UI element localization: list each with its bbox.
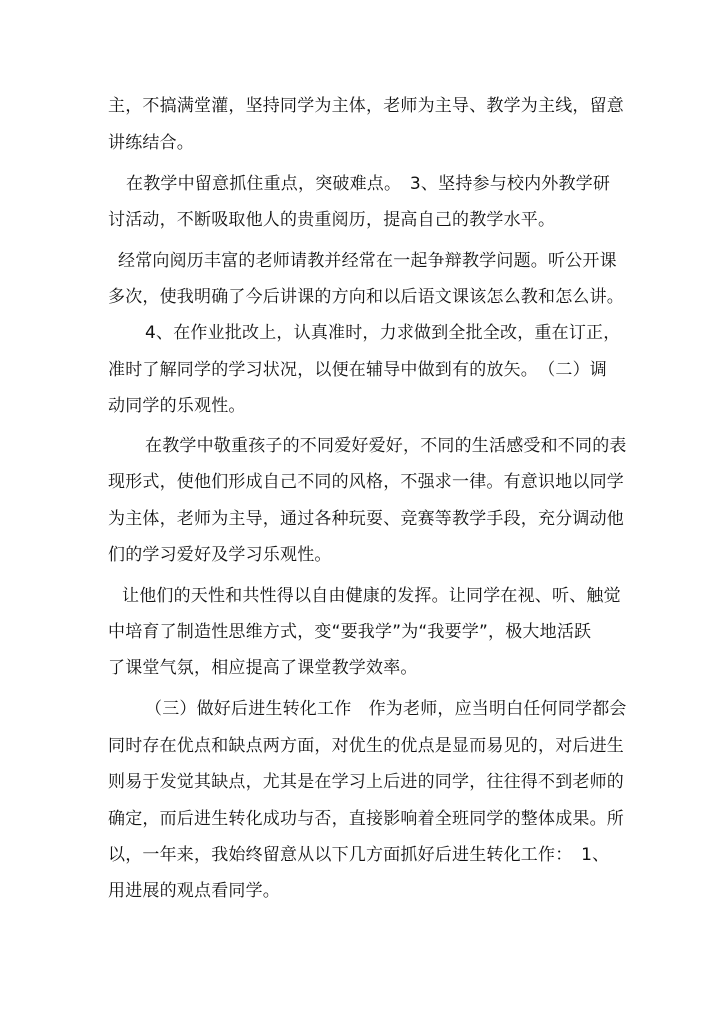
text-line: 讨活动，不断吸取他人的贵重阅历，提高自己的教学水平。 (108, 210, 556, 230)
text-line: 动同学的乐观性。 (108, 396, 246, 416)
text-line: 在教学中留意抓住重点，突破难点。 3、坚持参与校内外教学研 (126, 174, 611, 194)
text-line: 讲练结合。 (108, 133, 194, 153)
text-line: 经常向阅历丰富的老师请教并经常在一起争辩教学问题。听公开课 (118, 251, 617, 271)
text-line: 确定，而后进生转化成功与否，直接影响着全班同学的整体成果。所 (108, 809, 624, 829)
text-line: 了课堂气氛，相应提高了课堂教学效率。 (108, 658, 418, 678)
text-line: 则易于发觉其缺点，尤其是在学习上后进的同学，往往得不到老师的 (108, 772, 624, 792)
text-line: 主，不搞满堂灌，坚持同学为主体，老师为主导、教学为主线，留意 (108, 96, 624, 116)
text-line: 同时存在优点和缺点两方面，对优生的优点是显而易见的，对后进生 (108, 736, 624, 756)
text-line: 现形式，使他们形成自己不同的风格，不强求一律。有意识地以同学 (108, 472, 624, 492)
text-line: 们的学习爱好及学习乐观性。 (108, 545, 332, 565)
text-line: 在教学中敬重孩子的不同爱好爱好，不同的生活感受和不同的表 (145, 436, 627, 456)
text-line: 让他们的天性和共性得以自由健康的发挥。让同学在视、听、触觉 (122, 586, 621, 606)
text-line: 为主体，老师为主导，通过各种玩耍、竞赛等教学手段，充分调动他 (108, 509, 624, 529)
text-line: （三）做好后进生转化工作 作为老师，应当明白任何同学都会 (145, 699, 627, 719)
text-line: 多次，使我明确了今后讲课的方向和以后语文课该怎么教和怎么讲。 (108, 287, 624, 307)
text-line: 准时了解同学的学习状况，以便在辅导中做到有的放矢。 （二）调 (108, 360, 607, 380)
text-line: 以，一年来，我始终留意从以下几方面抓好后进生转化工作： 1、 (108, 845, 610, 865)
text-line: 4、在作业批改上，认真准时，力求做到全批全改，重在订正， (145, 323, 621, 343)
text-line: 中培育了制造性思维方式，变“要我学”为“我要学”，极大地活跃 (108, 622, 592, 642)
text-line: 用进展的观点看同学。 (108, 881, 280, 901)
